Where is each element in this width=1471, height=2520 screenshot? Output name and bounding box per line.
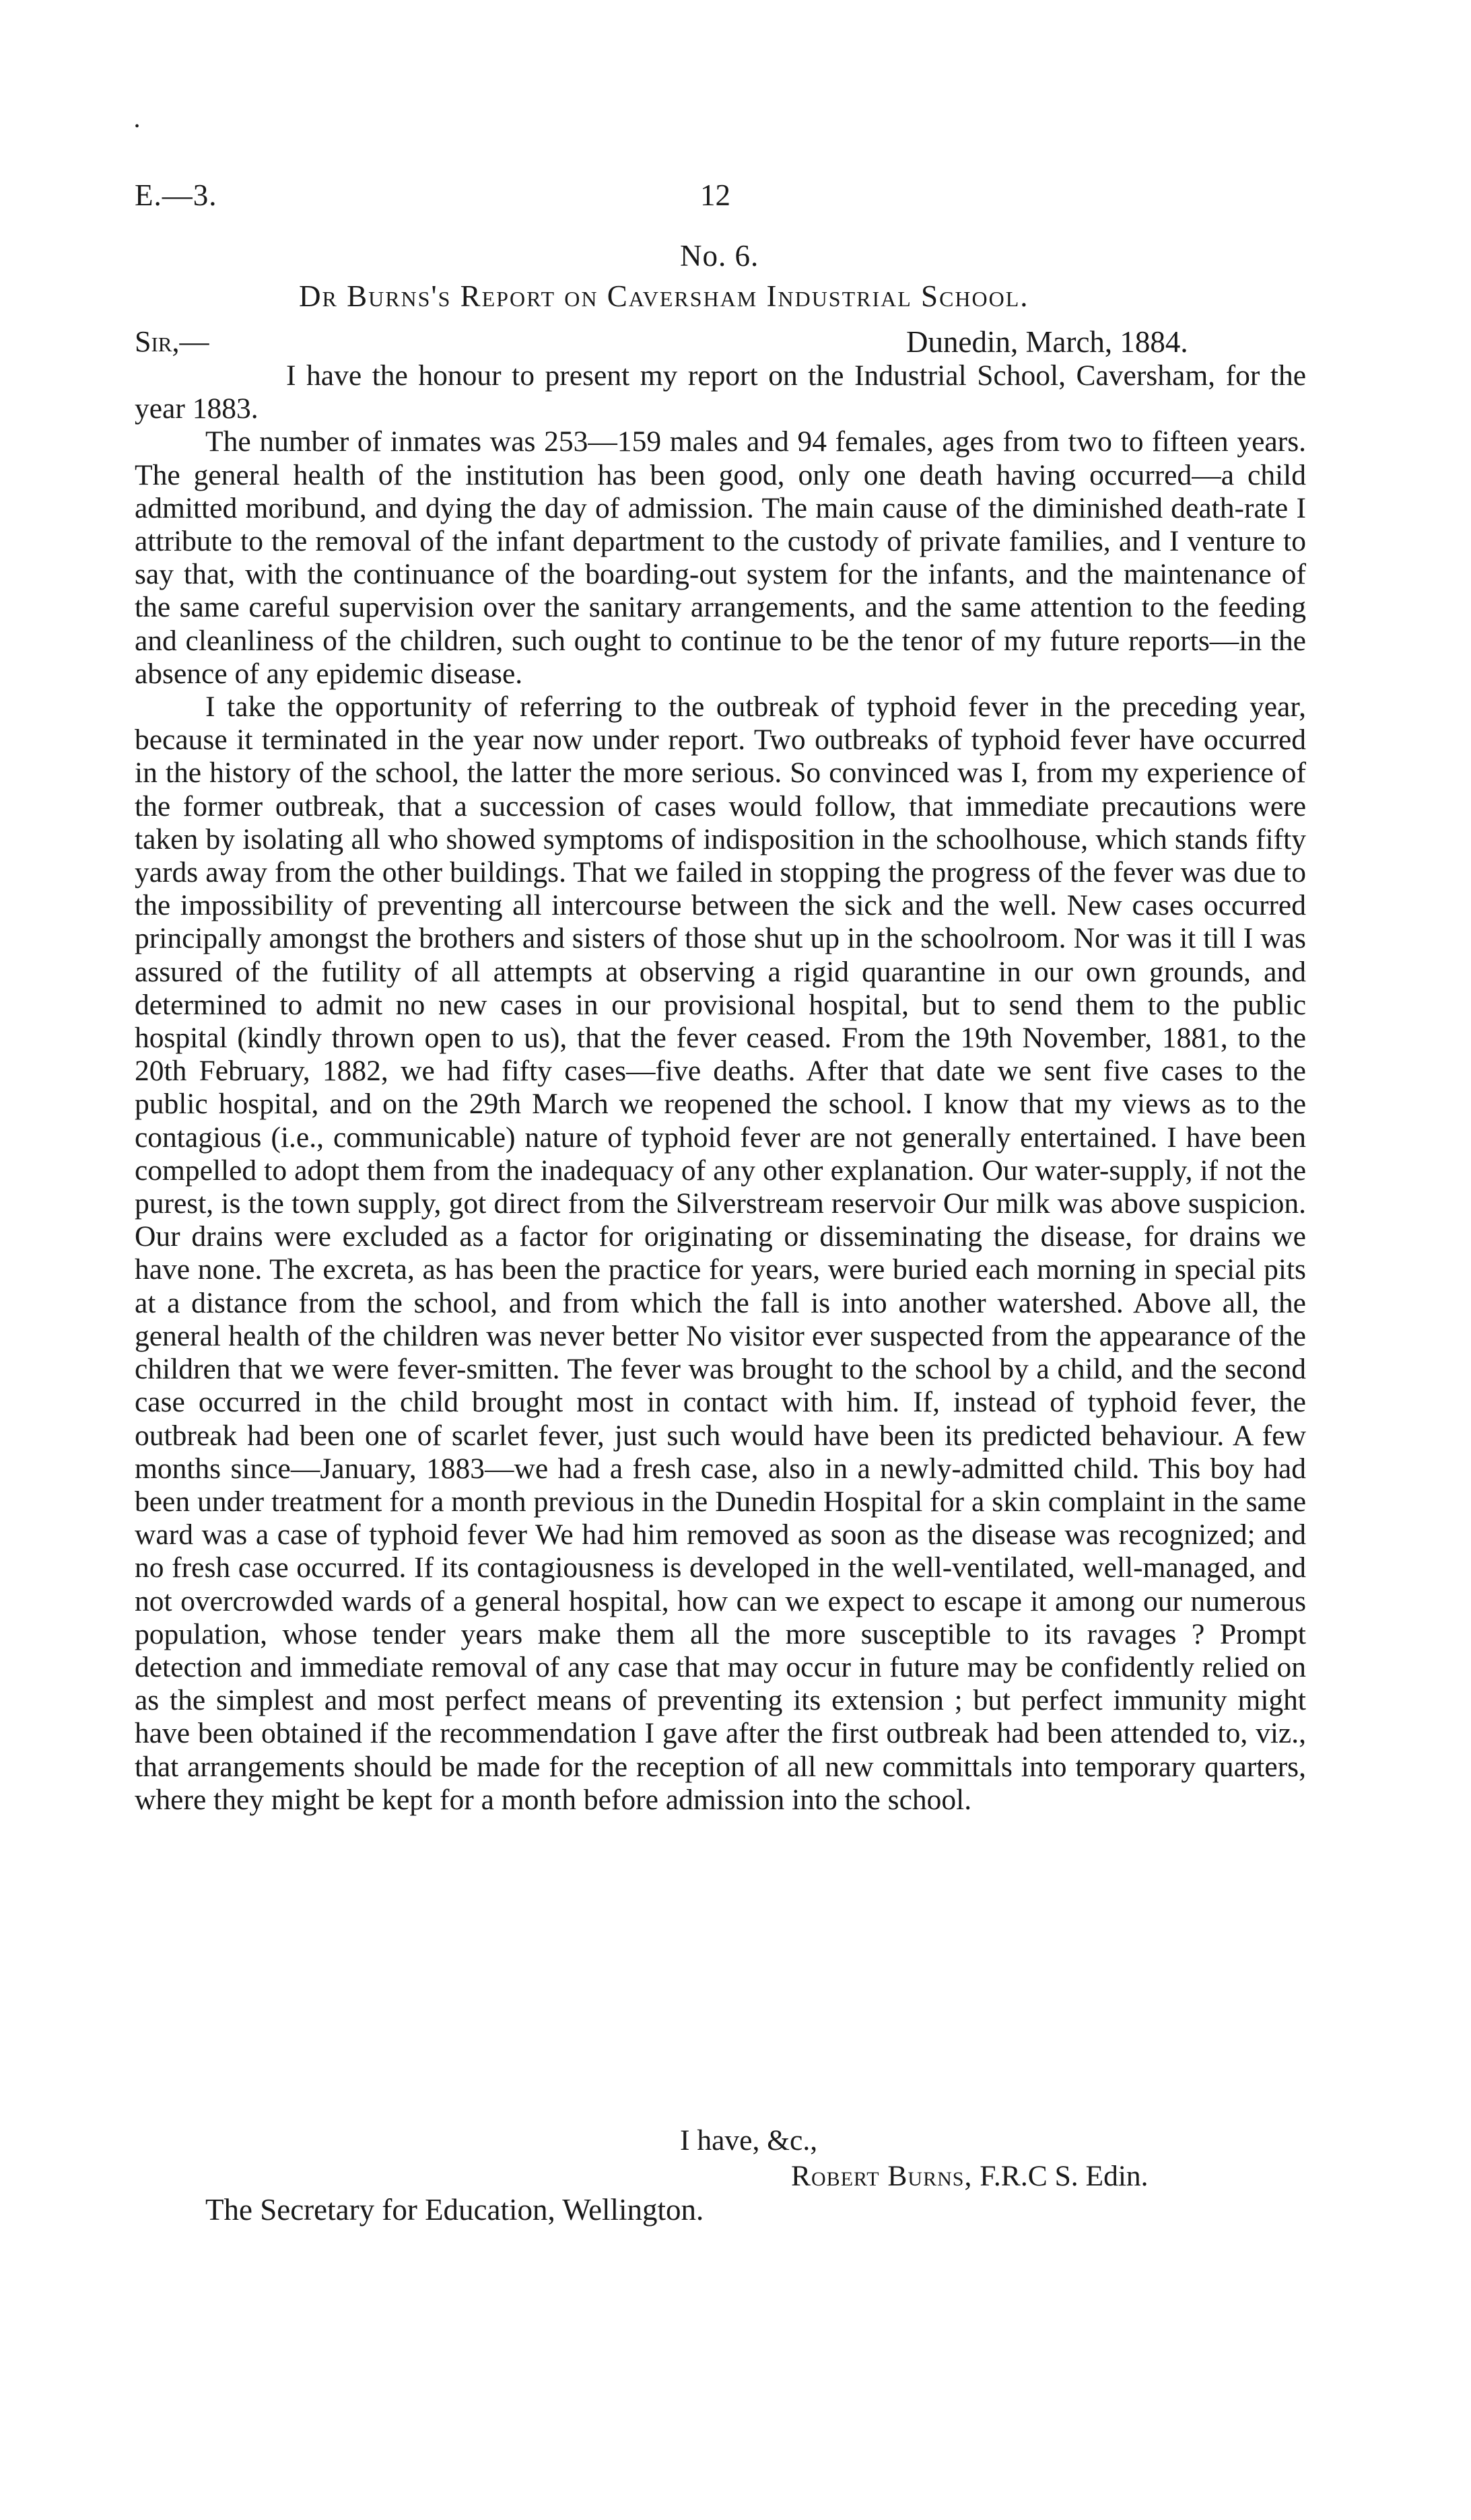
- page-number: 12: [700, 178, 730, 212]
- addressee: The Secretary for Education, Wellington.: [205, 2193, 704, 2227]
- paragraph-typhoid: I take the opportunity of referring to the outbreak of typhoid fever in the preceding year, because it terminated in the year now under report. Two outbreaks of typhoid fever have occurred in the history of the school, the latter the more serious. So convinced was I, from my experience of the former outbreak, that a succession of cases would follow, that immediate precautions were taken by isolating all who showed symptoms of indisposition in the schoolhouse, which stands fifty yards away from the other buildings. That we failed in stopping the progress of the fever was due to the impossibility of preventing all intercourse between the sick and the well. New cases occurred principally amongst the brothers and sisters of those shut up in the schoolroom. Nor was it till I was assured of the futility of all attempts at observing a rigid quarantine in our own grounds, and determined to admit no new cases in our provisional hospital, but to send them to the public hospital (kindly thrown open to us), that the fever ceased. From the 19th November, 1881, to the 20th February, 1882, we had fifty cases—five deaths. After that date we sent five cases to the public hospital, and on the 29th March we reopened the school. I know that my views as to the contagious (i.e., communicable) nature of typhoid fever are not generally entertained. I have been compelled to adopt them from the inadequacy of any other explanation. Our water-supply, if not the purest, is the town supply, got direct from the Silverstream reservoir Our milk was above suspicion. Our drains were excluded as a factor for originating or disseminating the disease, for drains we have none. The excreta, as has been the practice for years, were buried each morning in special pits at a distance from the school, and from which the fall is into another watershed. Above all, the general health of the children was never better No visitor ever suspected from the appearance of the children that we were fever-smitten. The fever was brought to the school by a child, and the second case occurred in the child brought most in contact with him. If, instead of typhoid fever, the outbreak had been one of scarlet fever, just such would have been its predicted behaviour. A few months since—January, 1883—we had a fresh case, also in a newly-admitted child. This boy had been under treatment for a month previous in the Dunedin Hospital for a skin complaint in the same ward was a case of typhoid fever We had him removed as soon as the disease was recognized; and no fresh case occurred. If its contagiousness is developed in the well-ventilated, well-managed, and not overcrowded wards of a general hospital, how can we expect to escape it among our numerous population, whose tender years make them all the more susceptible to its ravages ? Prompt detection and immediate removal of any case that may occur in future may be confidently relied on as the simplest and most perfect means of preventing its extension ; but perfect immunity might have been obtained if the recommendation I gave after the first outbreak had been attended to, viz., that arrangements should be made for the reception of all new committals into temporary quarters, where they might be kept for a month before admission into the school.: [135, 691, 1306, 1816]
- place-date: Dunedin, March, 1884.: [906, 325, 1188, 359]
- page-speck: •: [135, 119, 140, 134]
- document-title: Dr Burns's Report on Caversham Industrial School.: [299, 279, 1029, 313]
- salutation: Sir,—: [135, 325, 209, 358]
- signature-block: [791, 2159, 1149, 2193]
- signatory-name: Robert Burns,: [791, 2160, 973, 2192]
- paragraph-inmates: The number of inmates was 253—159 males and 94 females, ages from two to fifteen years. The general health of the institution has been good, only one death having occurred—a child admitted moribund, and dying the day of admission. The main cause of the diminished death-rate I attribute to the removal of the infant department to the custody of private families, and I venture to say that, with the continuance of the boarding-out system for the infants, and the maintenance of the same careful supervision over the sanitary arrangements, and the same attention to the feeding and cleanliness of the children, such ought to continue to be the tenor of my future reports—in the absence of any epidemic disease.: [135, 425, 1306, 690]
- report-reference: E.—3.: [135, 178, 217, 212]
- paragraph-intro: I have the honour to present my report on the Industrial School, Caversham, for the year 1883.: [135, 359, 1306, 425]
- signatory-credentials: F.R.C S. Edin.: [980, 2160, 1149, 2192]
- document-number: No. 6.: [680, 239, 759, 273]
- closing-line: I have, &c.,: [680, 2124, 818, 2157]
- letter-body: [135, 359, 1306, 1817]
